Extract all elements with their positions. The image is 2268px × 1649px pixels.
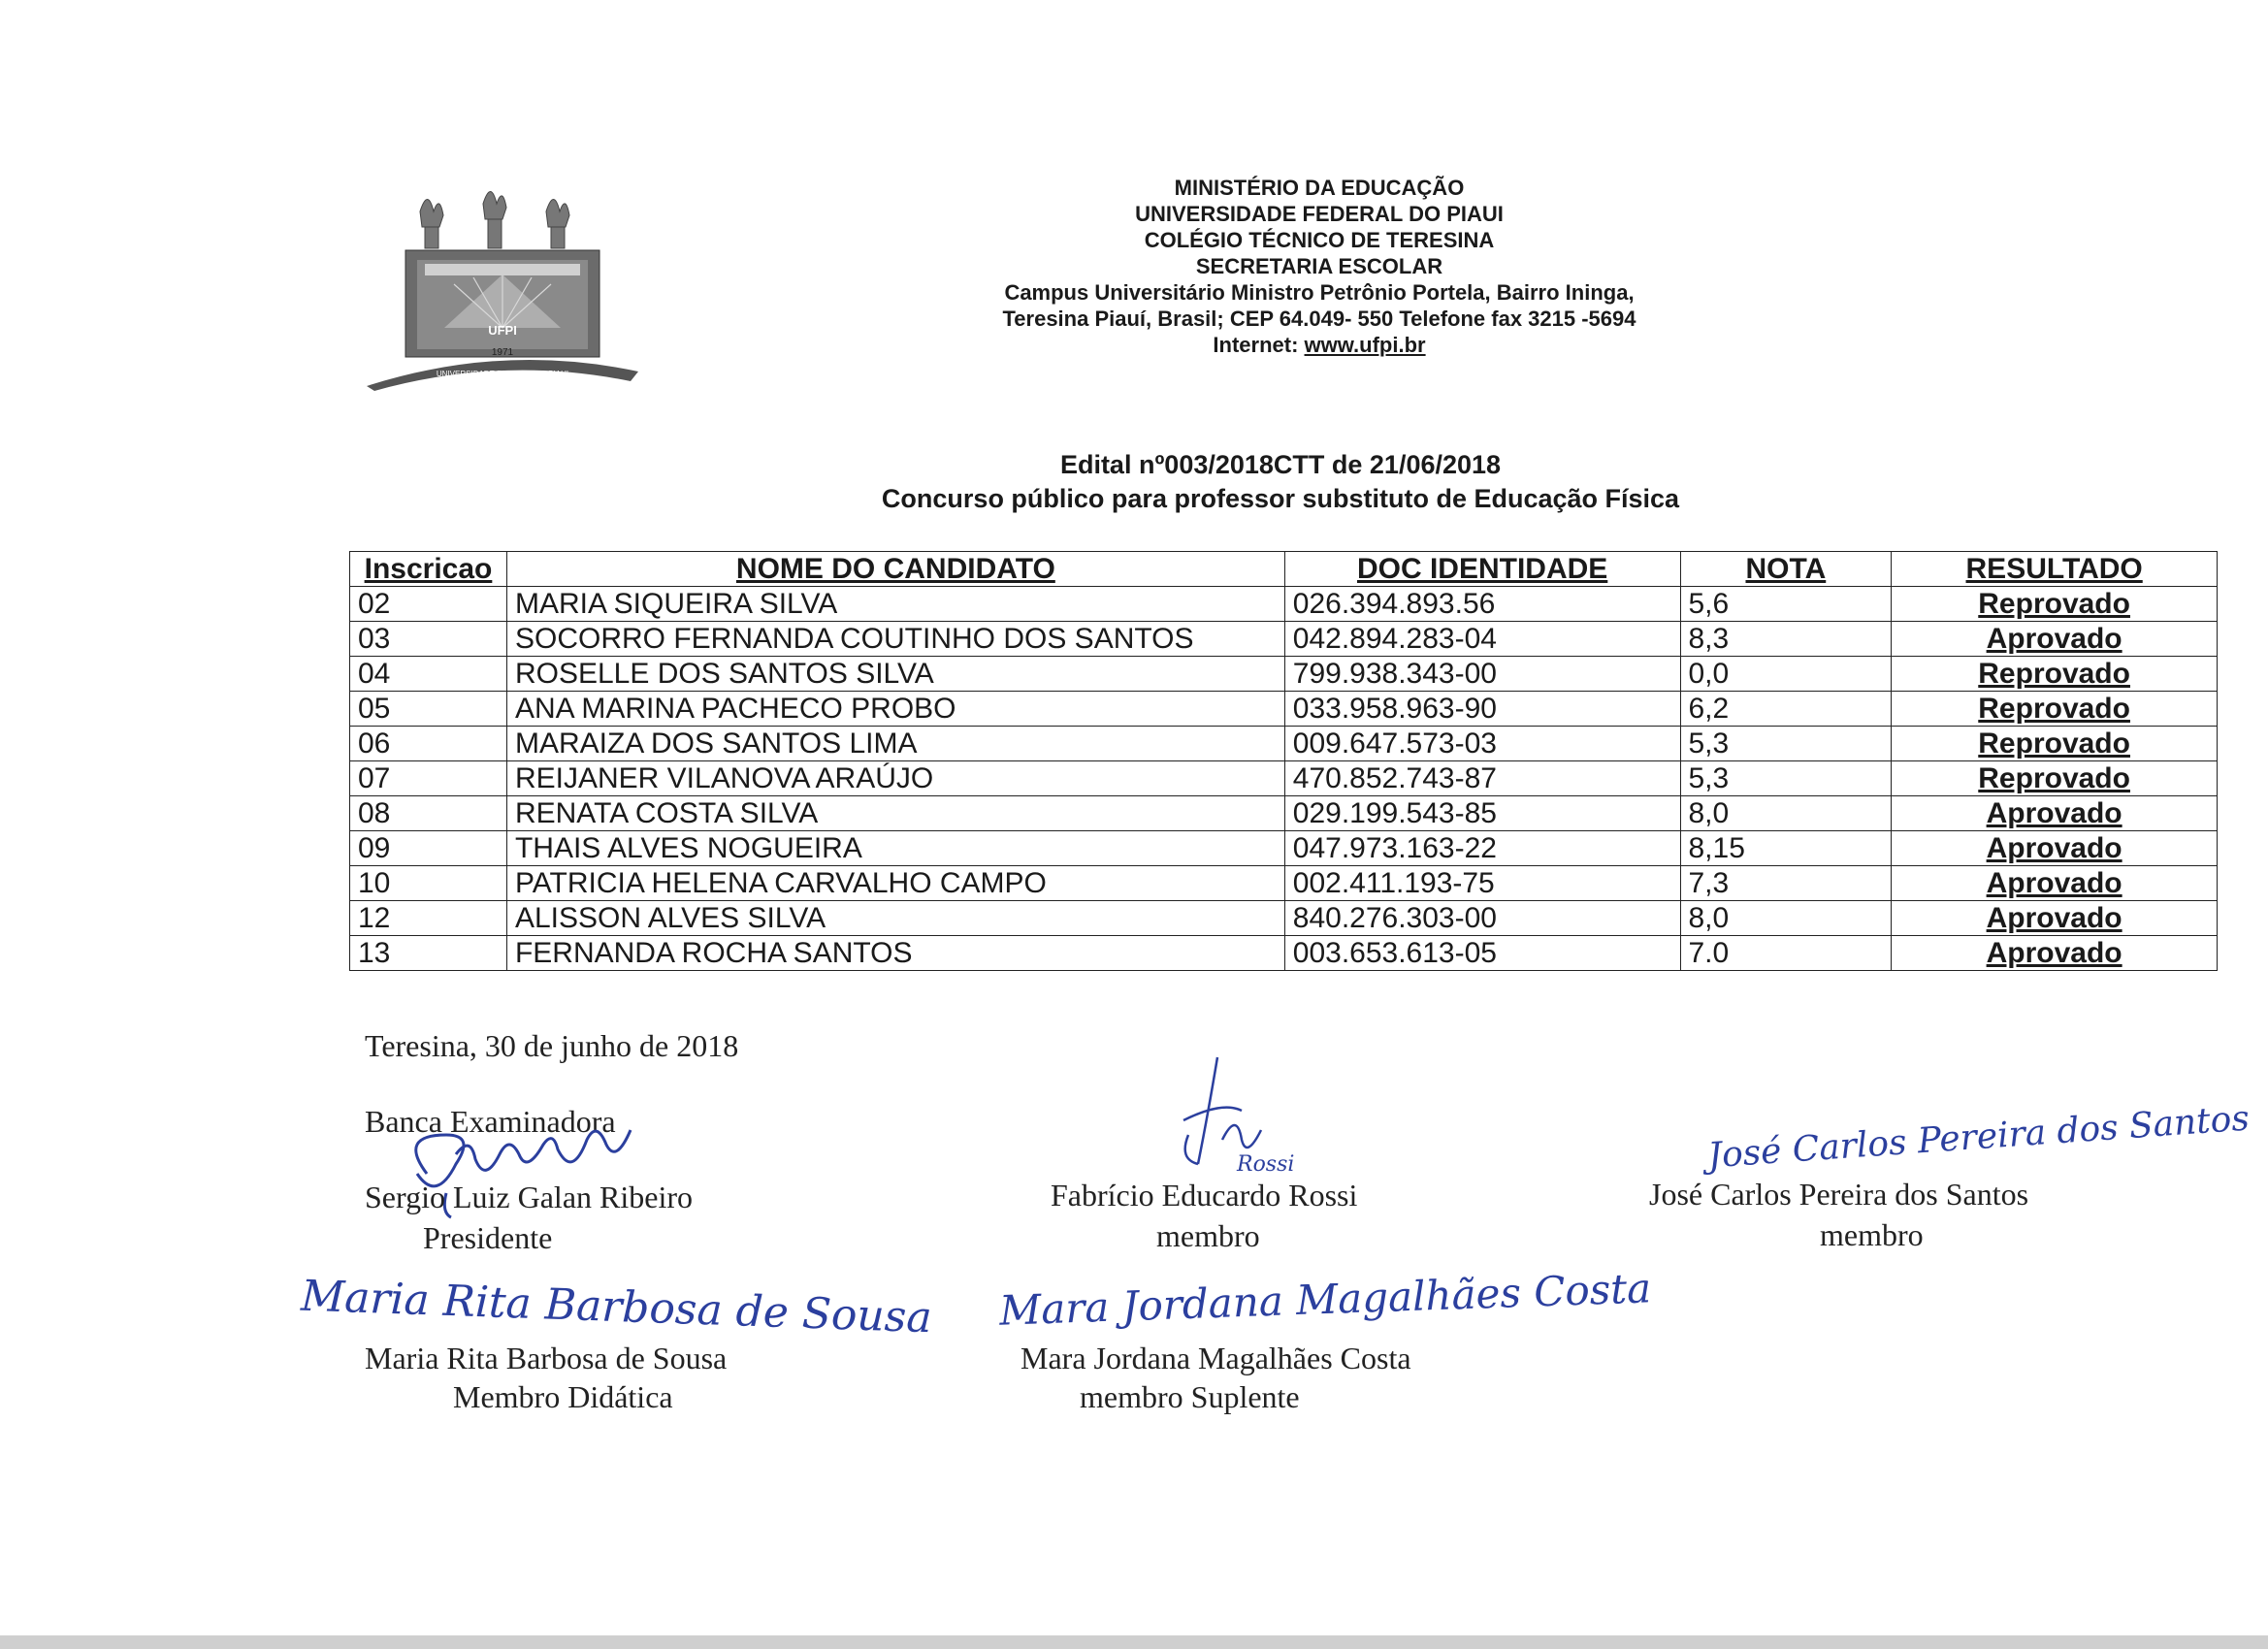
cell-nota: 6,2	[1680, 692, 1892, 727]
cell-nota: 7.0	[1680, 936, 1892, 971]
cell-inscricao: 13	[350, 936, 507, 971]
cell-inscricao: 08	[350, 796, 507, 831]
cell-resultado: Aprovado	[1892, 901, 2218, 936]
cell-inscricao: 05	[350, 692, 507, 727]
cell-doc: 029.199.543-85	[1284, 796, 1680, 831]
logo-acronym: UFPI	[488, 323, 517, 338]
logo-year: 1971	[491, 347, 514, 358]
signatory-role: Presidente	[423, 1220, 553, 1255]
col-header-doc: DOC IDENTIDADE	[1284, 552, 1680, 587]
cell-nome: SOCORRO FERNANDA COUTINHO DOS SANTOS	[506, 622, 1284, 657]
ufpi-logo	[367, 182, 638, 391]
cell-doc: 047.973.163-22	[1284, 831, 1680, 866]
cell-doc: 799.938.343-00	[1284, 657, 1680, 692]
cell-inscricao: 04	[350, 657, 507, 692]
cell-doc: 042.894.283-04	[1284, 622, 1680, 657]
table-row	[350, 796, 2218, 831]
header-line: SECRETARIA ESCOLAR	[1195, 254, 1443, 278]
cell-inscricao: 06	[350, 727, 507, 761]
signatory-name: Mara Jordana Magalhães Costa	[1021, 1341, 1411, 1375]
cell-inscricao: 09	[350, 831, 507, 866]
header-line: Campus Universitário Ministro Petrônio Portela, Bairro Ininga,	[1004, 280, 1635, 305]
cell-nota: 8,0	[1680, 796, 1892, 831]
signatory-role: membro	[1820, 1217, 1924, 1252]
institution-header	[854, 175, 1785, 358]
cell-nota: 7,3	[1680, 866, 1892, 901]
place-date: Teresina, 30 de junho de 2018	[365, 1028, 739, 1063]
cell-resultado: Reprovado	[1892, 587, 2218, 622]
cell-doc: 840.276.303-00	[1284, 901, 1680, 936]
header-line: MINISTÉRIO DA EDUCAÇÃO	[1174, 176, 1465, 200]
col-header-resultado: RESULTADO	[1892, 552, 2218, 587]
table-row	[350, 622, 2218, 657]
cell-inscricao: 02	[350, 587, 507, 622]
edital-subtitle: Concurso público para professor substituto de Educação Física	[881, 484, 1680, 513]
cell-resultado: Reprovado	[1892, 657, 2218, 692]
cell-inscricao: 10	[350, 866, 507, 901]
cell-nome: RENATA COSTA SILVA	[506, 796, 1284, 831]
cell-nome: ALISSON ALVES SILVA	[506, 901, 1284, 936]
scan-edge	[0, 1635, 2268, 1649]
signatory-role: Membro Didática	[453, 1379, 673, 1414]
cell-nota: 8,0	[1680, 901, 1892, 936]
header-line: COLÉGIO TÉCNICO DE TERESINA	[1144, 228, 1495, 252]
signatory-name: José Carlos Pereira dos Santos	[1649, 1177, 2029, 1212]
cell-nome: REIJANER VILANOVA ARAÚJO	[506, 761, 1284, 796]
cell-inscricao: 07	[350, 761, 507, 796]
cell-doc: 002.411.193-75	[1284, 866, 1680, 901]
logo-ribbon-text: UNIVERSIDADE FEDERAL DO PIAUI	[436, 370, 569, 378]
signatory-role: membro	[1156, 1218, 1260, 1253]
cell-resultado: Reprovado	[1892, 692, 2218, 727]
cell-nome: ROSELLE DOS SANTOS SILVA	[506, 657, 1284, 692]
cell-resultado: Reprovado	[1892, 761, 2218, 796]
handwritten-mara-jordana: Mara Jordana Magalhães Costa	[998, 1264, 1652, 1335]
cell-nome: ANA MARINA PACHECO PROBO	[506, 692, 1284, 727]
cell-nome: MARAIZA DOS SANTOS LIMA	[506, 727, 1284, 761]
handwritten-jose-carlos: José Carlos Pereira dos Santos	[1706, 1098, 2252, 1177]
cell-inscricao: 12	[350, 901, 507, 936]
cell-nome: MARIA SIQUEIRA SILVA	[506, 587, 1284, 622]
header-line: Teresina Piauí, Brasil; CEP 64.049- 550 Telefone fax 3215 -5694	[1002, 307, 1636, 331]
table-header-row	[350, 552, 2218, 587]
table-row	[350, 692, 2218, 727]
table-row	[350, 936, 2218, 971]
table-row	[350, 901, 2218, 936]
table-row	[350, 727, 2218, 761]
cell-inscricao: 03	[350, 622, 507, 657]
edital-title: Edital nº003/2018CTT de 21/06/2018	[1059, 450, 1502, 479]
cell-doc: 003.653.613-05	[1284, 936, 1680, 971]
results-table	[349, 551, 2218, 971]
cell-resultado: Aprovado	[1892, 831, 2218, 866]
cell-nome: FERNANDA ROCHA SANTOS	[506, 936, 1284, 971]
cell-nome: THAIS ALVES NOGUEIRA	[506, 831, 1284, 866]
cell-nota: 0,0	[1680, 657, 1892, 692]
table-row	[350, 657, 2218, 692]
cell-doc: 026.394.893.56	[1284, 587, 1680, 622]
col-header-inscricao: Inscricao	[350, 552, 507, 587]
cell-nota: 8,15	[1680, 831, 1892, 866]
edital-heading	[679, 448, 1882, 516]
cell-nota: 5,6	[1680, 587, 1892, 622]
internet-link[interactable]: www.ufpi.br	[1304, 333, 1426, 357]
cell-doc: 470.852.743-87	[1284, 761, 1680, 796]
board-label: Banca Examinadora	[365, 1104, 616, 1139]
cell-resultado: Reprovado	[1892, 727, 2218, 761]
table-row	[350, 831, 2218, 866]
cell-nota: 5,3	[1680, 761, 1892, 796]
header-line: UNIVERSIDADE FEDERAL DO PIAUI	[1135, 202, 1504, 226]
handwritten-fabricio: Rossi	[1237, 1152, 1295, 1177]
cell-doc: 009.647.573-03	[1284, 727, 1680, 761]
col-header-nome: NOME DO CANDIDATO	[506, 552, 1284, 587]
cell-resultado: Aprovado	[1892, 622, 2218, 657]
table-row	[350, 587, 2218, 622]
cell-doc: 033.958.963-90	[1284, 692, 1680, 727]
cell-nota: 8,3	[1680, 622, 1892, 657]
cell-resultado: Aprovado	[1892, 866, 2218, 901]
handwritten-maria-rita: Maria Rita Barbosa de Sousa	[300, 1271, 933, 1343]
signatory-name: Sergio Luiz Galan Ribeiro	[365, 1180, 693, 1214]
cell-nota: 5,3	[1680, 727, 1892, 761]
header-internet	[854, 332, 1785, 358]
cell-resultado: Aprovado	[1892, 796, 2218, 831]
internet-label: Internet:	[1213, 333, 1299, 357]
table-row	[350, 866, 2218, 901]
signatory-role: membro Suplente	[1080, 1379, 1300, 1414]
signatory-name: Maria Rita Barbosa de Sousa	[365, 1341, 728, 1375]
signatory-name: Fabrício Educardo Rossi	[1051, 1178, 1358, 1212]
cell-resultado: Aprovado	[1892, 936, 2218, 971]
col-header-nota: NOTA	[1680, 552, 1892, 587]
cell-nome: PATRICIA HELENA CARVALHO CAMPO	[506, 866, 1284, 901]
table-row	[350, 761, 2218, 796]
